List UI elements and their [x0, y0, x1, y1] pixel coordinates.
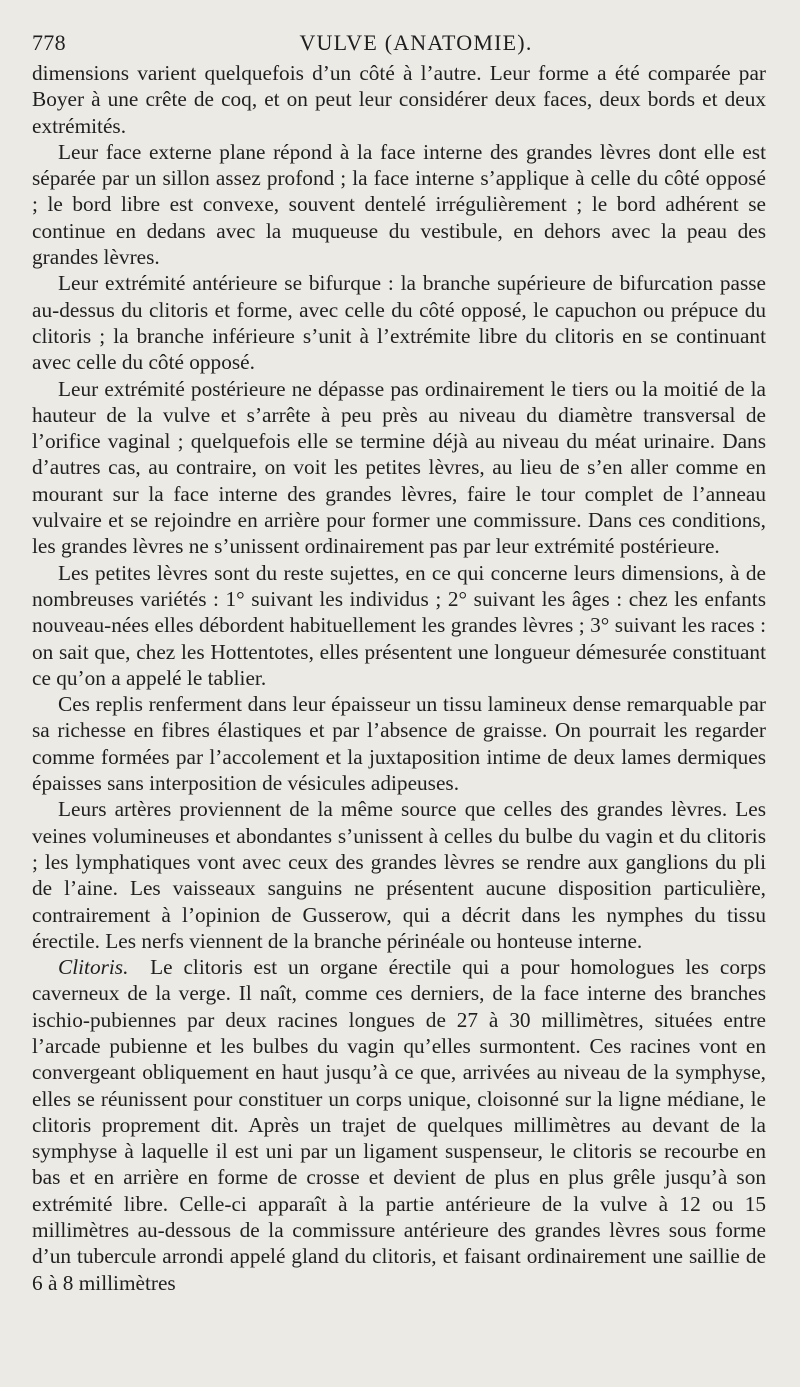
paragraph-variete-dimensions: Les petites lèvres sont du reste sujettes, en ce qui concerne leurs dimensions, à de nombreuses variétés : 1° suivant les individus ; 2° suivant les âges : chez les enfants nouveau-nées elles débordent habituellement les grandes lèvres ; 3° suivant les races : on sait que, chez les Hottentotes, elles présentent une longueur démesurée constituant ce qu’on a appelé le tablier.: [32, 560, 766, 690]
paragraph-vaisseaux-nerfs: Leurs artères proviennent de la même source que celles des grandes lèvres. Les veines volumineuses et abondantes s’unissent à celles du bulbe du vagin et du clitoris ; les lymphatiques vont avec ceux des grandes lèvres se rendre aux ganglions du pli de l’aine. Les vaisseaux sanguins ne présentent aucune disposition particulière, contrairement à l’opinion de Gusserow, qui a décrit dans les nymphes du tissu érectile. Les nerfs viennent de la branche périnéale ou honteuse interne.: [32, 797, 766, 953]
running-title: VULVE (ANATOMIE).: [299, 30, 533, 55]
clitoris-text: Le clitoris est un organe érectile qui a pour homologues les corps caverneux de la verge. Il naît, comme ces derniers, de la face interne des branches ischio-pubiennes par deux racines longues de 27 à 30 millimètres, situées entre l’arcade pubienne et les bulbes du vagin qu’elles surmontent. Ces racines vont en convergeant obliquement en haut jusqu’à ce que, arrivées au niveau de la symphyse, elles se réunissent pour constituer un corps unique, cloisonné sur la ligne médiane, le clitoris proprement dit. Après un trajet de quelques millimètres au devant de la symphyse à laquelle il est uni par un ligament suspenseur, le clitoris se recourbe en bas et en arrière en forme de crosse et devient de plus en plus grêle jusqu’à son extrémité libre. Celle-ci apparaît à la partie antérieure de la vulve à 12 ou 15 millimètres au-dessous de la commissure antérieure des grandes lèvres sous forme d’un tubercule arrondi appelé gland du clitoris, et faisant ordinairement une saillie de 6 à 8 millimètres: [32, 955, 766, 1295]
paragraph-clitoris: [32, 954, 766, 1296]
paragraph-continuation: dimensions varient quelquefois d’un côté à l’autre. Leur forme a été comparée par Boyer à une crête de coq, et on peut leur considérer deux faces, deux bords et deux extrémités.: [32, 61, 766, 138]
page-header: [32, 30, 776, 62]
paragraph-tissu-lamineux: Ces replis renferment dans leur épaisseur un tissu lamineux dense remarquable par sa richesse en fibres élastiques et par l’absence de graisse. On pourrait les regarder comme formées par l’accolement et la juxtaposition intime de deux lames dermiques épaisses sans interposition de vésicules adipeuses.: [32, 692, 766, 796]
page-number: 778: [32, 30, 66, 55]
body-text: [32, 60, 766, 1296]
paragraph-extremite-posterieure: Leur extrémité postérieure ne dépasse pas ordinairement le tiers ou la moitié de la hauteur de la vulve et s’arrête à peu près au niveau du diamètre transversal de l’orifice vaginal ; quelquefois elle se termine déjà au niveau du méat urinaire. Dans d’autres cas, au contraire, on voit les petites lèvres, au lieu de s’en aller comme en mourant sur la face interne des grandes lèvres, faire le tour complet de l’anneau vulvaire et se rejoindre en arrière pour former une commissure. Dans ces conditions, les grandes lèvres ne s’unissent ordinairement pas par leur extrémité postérieure.: [32, 376, 766, 559]
paragraph-faces-bords: Leur face externe plane répond à la face interne des grandes lèvres dont elle est séparée par un sillon assez profond ; la face interne s’applique à celle du côté opposé ; le bord libre est convexe, souvent dentelé irrégulièrement ; le bord adhérent se continue en dedans avec la muqueuse du vestibule, en dehors avec la peau des grandes lèvres.: [32, 139, 766, 270]
clitoris-heading: Clitoris.: [58, 955, 129, 980]
paragraph-extremite-anterieure: Leur extrémité antérieure se bifurque : la branche supérieure de bifurcation passe au-dessus du clitoris et forme, avec celle du côté opposé, le capuchon ou prépuce du clitoris ; la branche inférieure s’unit à l’extrémite libre du clitoris en se continuant avec celle du côté opposé.: [32, 271, 766, 375]
